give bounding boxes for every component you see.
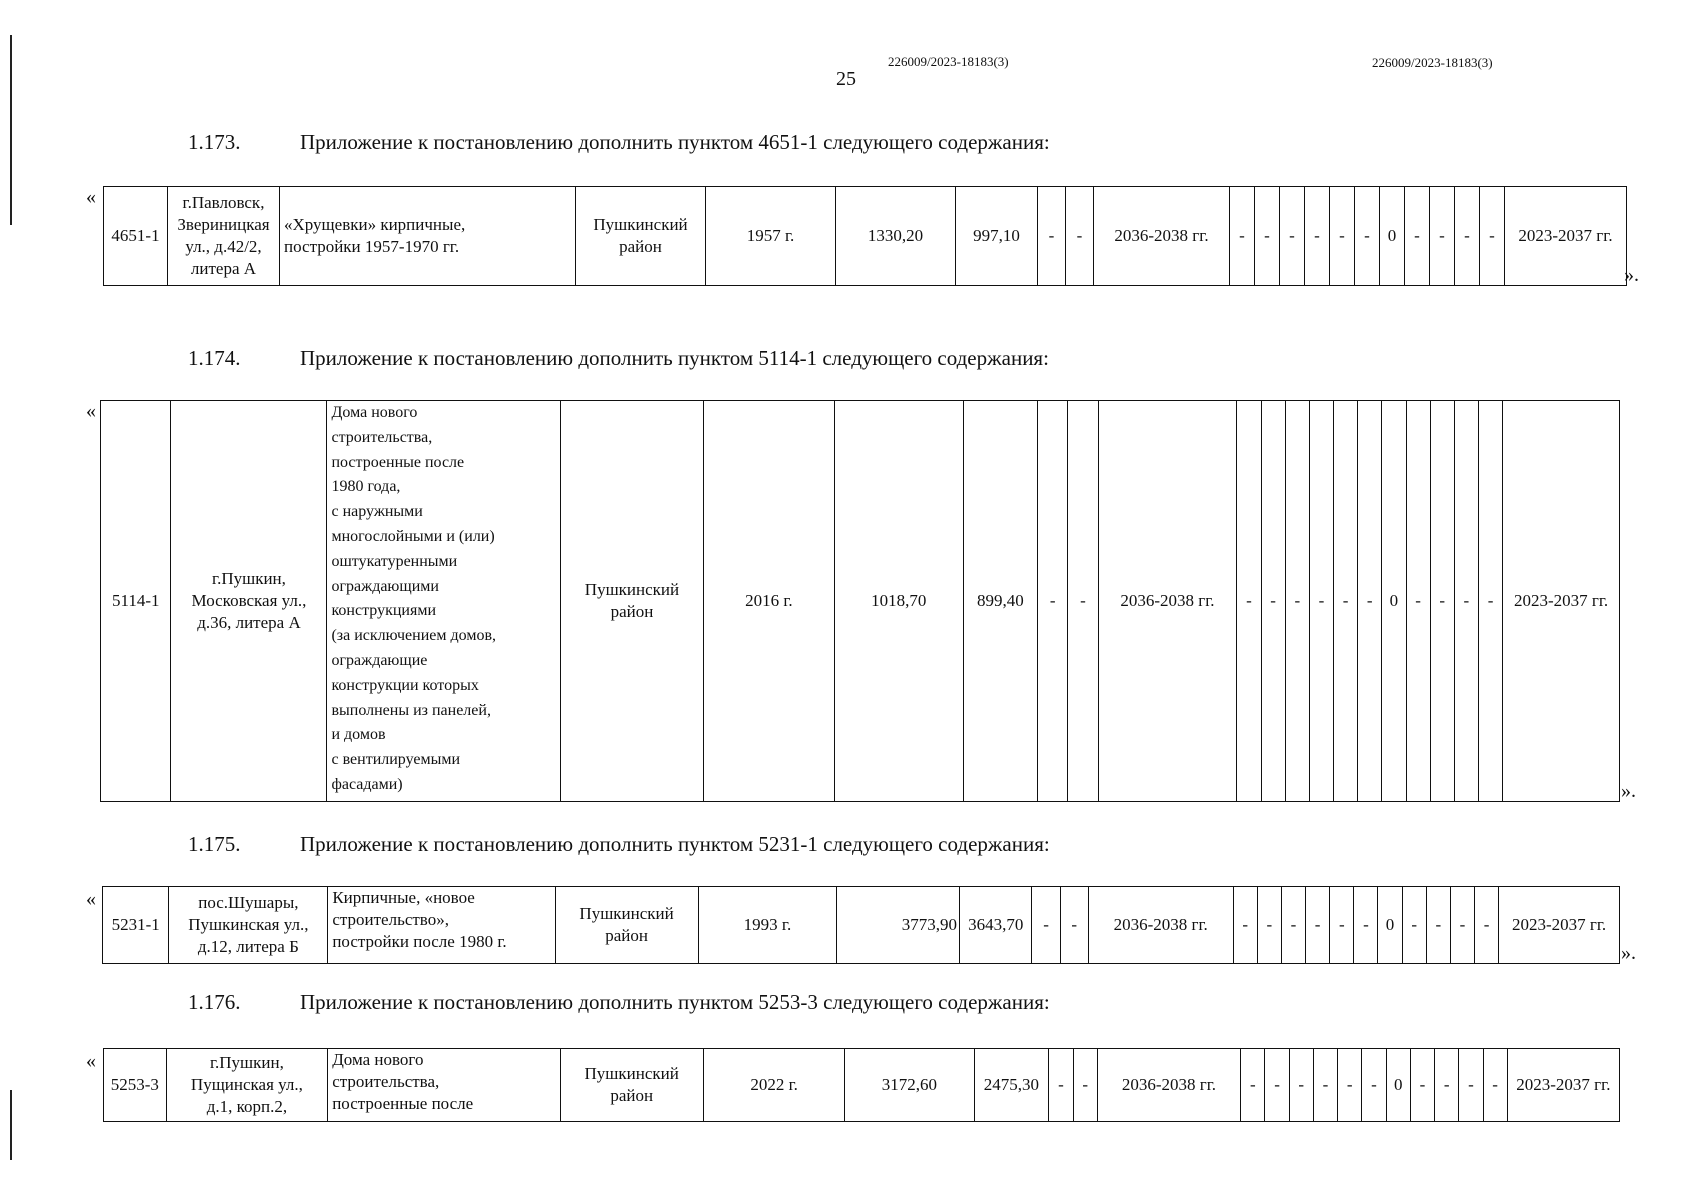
cell-value: 0 bbox=[1386, 1049, 1410, 1122]
cell-value: - bbox=[1060, 887, 1088, 964]
cell-year: 2022 г. bbox=[703, 1049, 844, 1122]
cell-value: 0 bbox=[1378, 887, 1402, 964]
cell-id: 5253-3 bbox=[104, 1049, 167, 1122]
cell-value: - bbox=[1257, 887, 1281, 964]
cell-value: - bbox=[1478, 401, 1502, 802]
cell-value: - bbox=[1405, 187, 1430, 286]
cell-year: 2016 г. bbox=[703, 401, 834, 802]
cell-value: - bbox=[1330, 887, 1354, 964]
cell-value: - bbox=[1038, 401, 1068, 802]
cell-district: Пушкинский район bbox=[561, 401, 704, 802]
cell-value: - bbox=[1305, 187, 1330, 286]
cell-district: Пушкинский район bbox=[576, 187, 706, 286]
open-quote: « bbox=[86, 888, 96, 910]
cell-value: - bbox=[1483, 1049, 1507, 1122]
table-row bbox=[104, 187, 1627, 286]
section-heading bbox=[188, 130, 1050, 155]
section-number: 1.176. bbox=[188, 990, 241, 1014]
cell-id: 5231-1 bbox=[103, 887, 169, 964]
register-table bbox=[100, 400, 1620, 802]
cell-value: - bbox=[1358, 401, 1382, 802]
cell-area-total: 3172,60 bbox=[845, 1049, 974, 1122]
cell-area-total: 1330,20 bbox=[836, 187, 956, 286]
register-table bbox=[103, 186, 1627, 286]
cell-value: - bbox=[1455, 187, 1480, 286]
cell-address: пос.Шушары, Пушкинская ул., д.12, литера Б bbox=[169, 887, 328, 964]
open-quote: « bbox=[86, 400, 96, 422]
cell-building-type: Дома нового строительства, построенные после bbox=[328, 1049, 560, 1122]
table-row bbox=[104, 1049, 1620, 1122]
section-heading bbox=[188, 990, 1050, 1015]
cell-value: 0 bbox=[1380, 187, 1405, 286]
close-quote: ». bbox=[1621, 780, 1636, 802]
section-number: 1.175. bbox=[188, 832, 241, 856]
cell-year: 1993 г. bbox=[698, 887, 837, 964]
cell-plan-period: 2023-2037 гг. bbox=[1507, 1049, 1619, 1122]
cell-value: - bbox=[1280, 187, 1305, 286]
cell-district: Пушкинский район bbox=[560, 1049, 703, 1122]
cell-id: 4651-1 bbox=[104, 187, 168, 286]
cell-value: - bbox=[1265, 1049, 1289, 1122]
cell-value: - bbox=[1450, 887, 1474, 964]
cell-value: - bbox=[1406, 401, 1430, 802]
section-number: 1.173. bbox=[188, 130, 241, 154]
section-text: Приложение к постановлению дополнить пунктом 5114-1 следующего содержания: bbox=[300, 346, 1049, 370]
cell-value: - bbox=[1402, 887, 1426, 964]
cell-value: - bbox=[1430, 401, 1454, 802]
cell-value: - bbox=[1306, 887, 1330, 964]
section-heading bbox=[188, 832, 1050, 857]
cell-building-type: «Хрущевки» кирпичные, постройки 1957-1970 гг. bbox=[280, 187, 576, 286]
cell-value: - bbox=[1475, 887, 1499, 964]
cell-period: 2036-2038 гг. bbox=[1097, 1049, 1240, 1122]
cell-value: - bbox=[1426, 887, 1450, 964]
cell-value: - bbox=[1032, 887, 1060, 964]
cell-id: 5114-1 bbox=[101, 401, 171, 802]
cell-plan-period: 2023-2037 гг. bbox=[1499, 887, 1620, 964]
cell-value: - bbox=[1261, 401, 1285, 802]
cell-area-living: 3643,70 bbox=[960, 887, 1032, 964]
cell-value: - bbox=[1480, 187, 1505, 286]
cell-value: - bbox=[1330, 187, 1355, 286]
cell-area-living: 899,40 bbox=[963, 401, 1037, 802]
cell-value: - bbox=[1459, 1049, 1483, 1122]
cell-value: - bbox=[1410, 1049, 1434, 1122]
cell-value: - bbox=[1230, 187, 1255, 286]
doc-number-left: 226009/2023-18183(3) bbox=[888, 54, 1009, 69]
cell-value: - bbox=[1281, 887, 1305, 964]
table-row bbox=[101, 401, 1620, 802]
section-text: Приложение к постановлению дополнить пунктом 5231-1 следующего содержания: bbox=[300, 832, 1050, 856]
close-quote: ». bbox=[1624, 264, 1639, 286]
cell-value: - bbox=[1068, 401, 1098, 802]
table-row bbox=[103, 887, 1620, 964]
cell-address: г.Пушкин, Московская ул., д.36, литера А bbox=[171, 401, 327, 802]
cell-value: - bbox=[1066, 187, 1094, 286]
cell-address: г.Пушкин, Пущинская ул., д.1, корп.2, bbox=[166, 1049, 328, 1122]
cell-value: - bbox=[1454, 401, 1478, 802]
cell-value: - bbox=[1049, 1049, 1073, 1122]
cell-value: - bbox=[1362, 1049, 1386, 1122]
register-table bbox=[102, 886, 1620, 964]
cell-value: - bbox=[1355, 187, 1380, 286]
cell-value: - bbox=[1073, 1049, 1097, 1122]
cell-building-type: Кирпичные, «новое строительство», постройки после 1980 г. bbox=[328, 887, 555, 964]
section-heading bbox=[188, 346, 1049, 371]
cell-plan-period: 2023-2037 гг. bbox=[1503, 401, 1620, 802]
cell-period: 2036-2038 гг. bbox=[1094, 187, 1230, 286]
cell-year: 1957 г. bbox=[706, 187, 836, 286]
close-quote: ». bbox=[1621, 942, 1636, 964]
cell-area-total: 3773,90 bbox=[837, 887, 960, 964]
cell-period: 2036-2038 гг. bbox=[1088, 887, 1233, 964]
cell-value: - bbox=[1309, 401, 1333, 802]
cell-area-total: 1018,70 bbox=[834, 401, 963, 802]
binder-line bbox=[10, 35, 12, 225]
cell-area-living: 2475,30 bbox=[974, 1049, 1049, 1122]
cell-building-type: Дома нового строительства, построенные после 1980 года, с наружными многослойными и (или) оштукатуренными ограждающими конструкциями (за исключением домов, ограждающие конструкции которых выполнены из панелей, и домов с вентилируемыми фасадами) bbox=[327, 401, 561, 802]
doc-number-right: 226009/2023-18183(3) bbox=[1372, 55, 1493, 70]
cell-value: - bbox=[1334, 401, 1358, 802]
cell-value: - bbox=[1354, 887, 1378, 964]
binder-line bbox=[10, 1090, 12, 1160]
cell-district: Пушкинский район bbox=[555, 887, 698, 964]
cell-value: 0 bbox=[1382, 401, 1406, 802]
register-table bbox=[103, 1048, 1620, 1122]
cell-plan-period: 2023-2037 гг. bbox=[1505, 187, 1627, 286]
section-text: Приложение к постановлению дополнить пунктом 4651-1 следующего содержания: bbox=[300, 130, 1050, 154]
cell-value: - bbox=[1237, 401, 1261, 802]
cell-value: - bbox=[1338, 1049, 1362, 1122]
cell-value: - bbox=[1430, 187, 1455, 286]
open-quote: « bbox=[86, 1050, 96, 1072]
cell-value: - bbox=[1289, 1049, 1313, 1122]
cell-value: - bbox=[1038, 187, 1066, 286]
section-number: 1.174. bbox=[188, 346, 241, 370]
page-number: 25 bbox=[836, 68, 856, 90]
cell-value: - bbox=[1241, 1049, 1265, 1122]
cell-value: - bbox=[1233, 887, 1257, 964]
cell-address: г.Павловск, Звериницкая ул., д.42/2, литера А bbox=[168, 187, 280, 286]
section-text: Приложение к постановлению дополнить пунктом 5253-3 следующего содержания: bbox=[300, 990, 1050, 1014]
cell-area-living: 997,10 bbox=[956, 187, 1038, 286]
cell-value: - bbox=[1255, 187, 1280, 286]
cell-value: - bbox=[1313, 1049, 1337, 1122]
cell-value: - bbox=[1285, 401, 1309, 802]
cell-period: 2036-2038 гг. bbox=[1098, 401, 1237, 802]
open-quote: « bbox=[86, 186, 96, 208]
cell-value: - bbox=[1435, 1049, 1459, 1122]
